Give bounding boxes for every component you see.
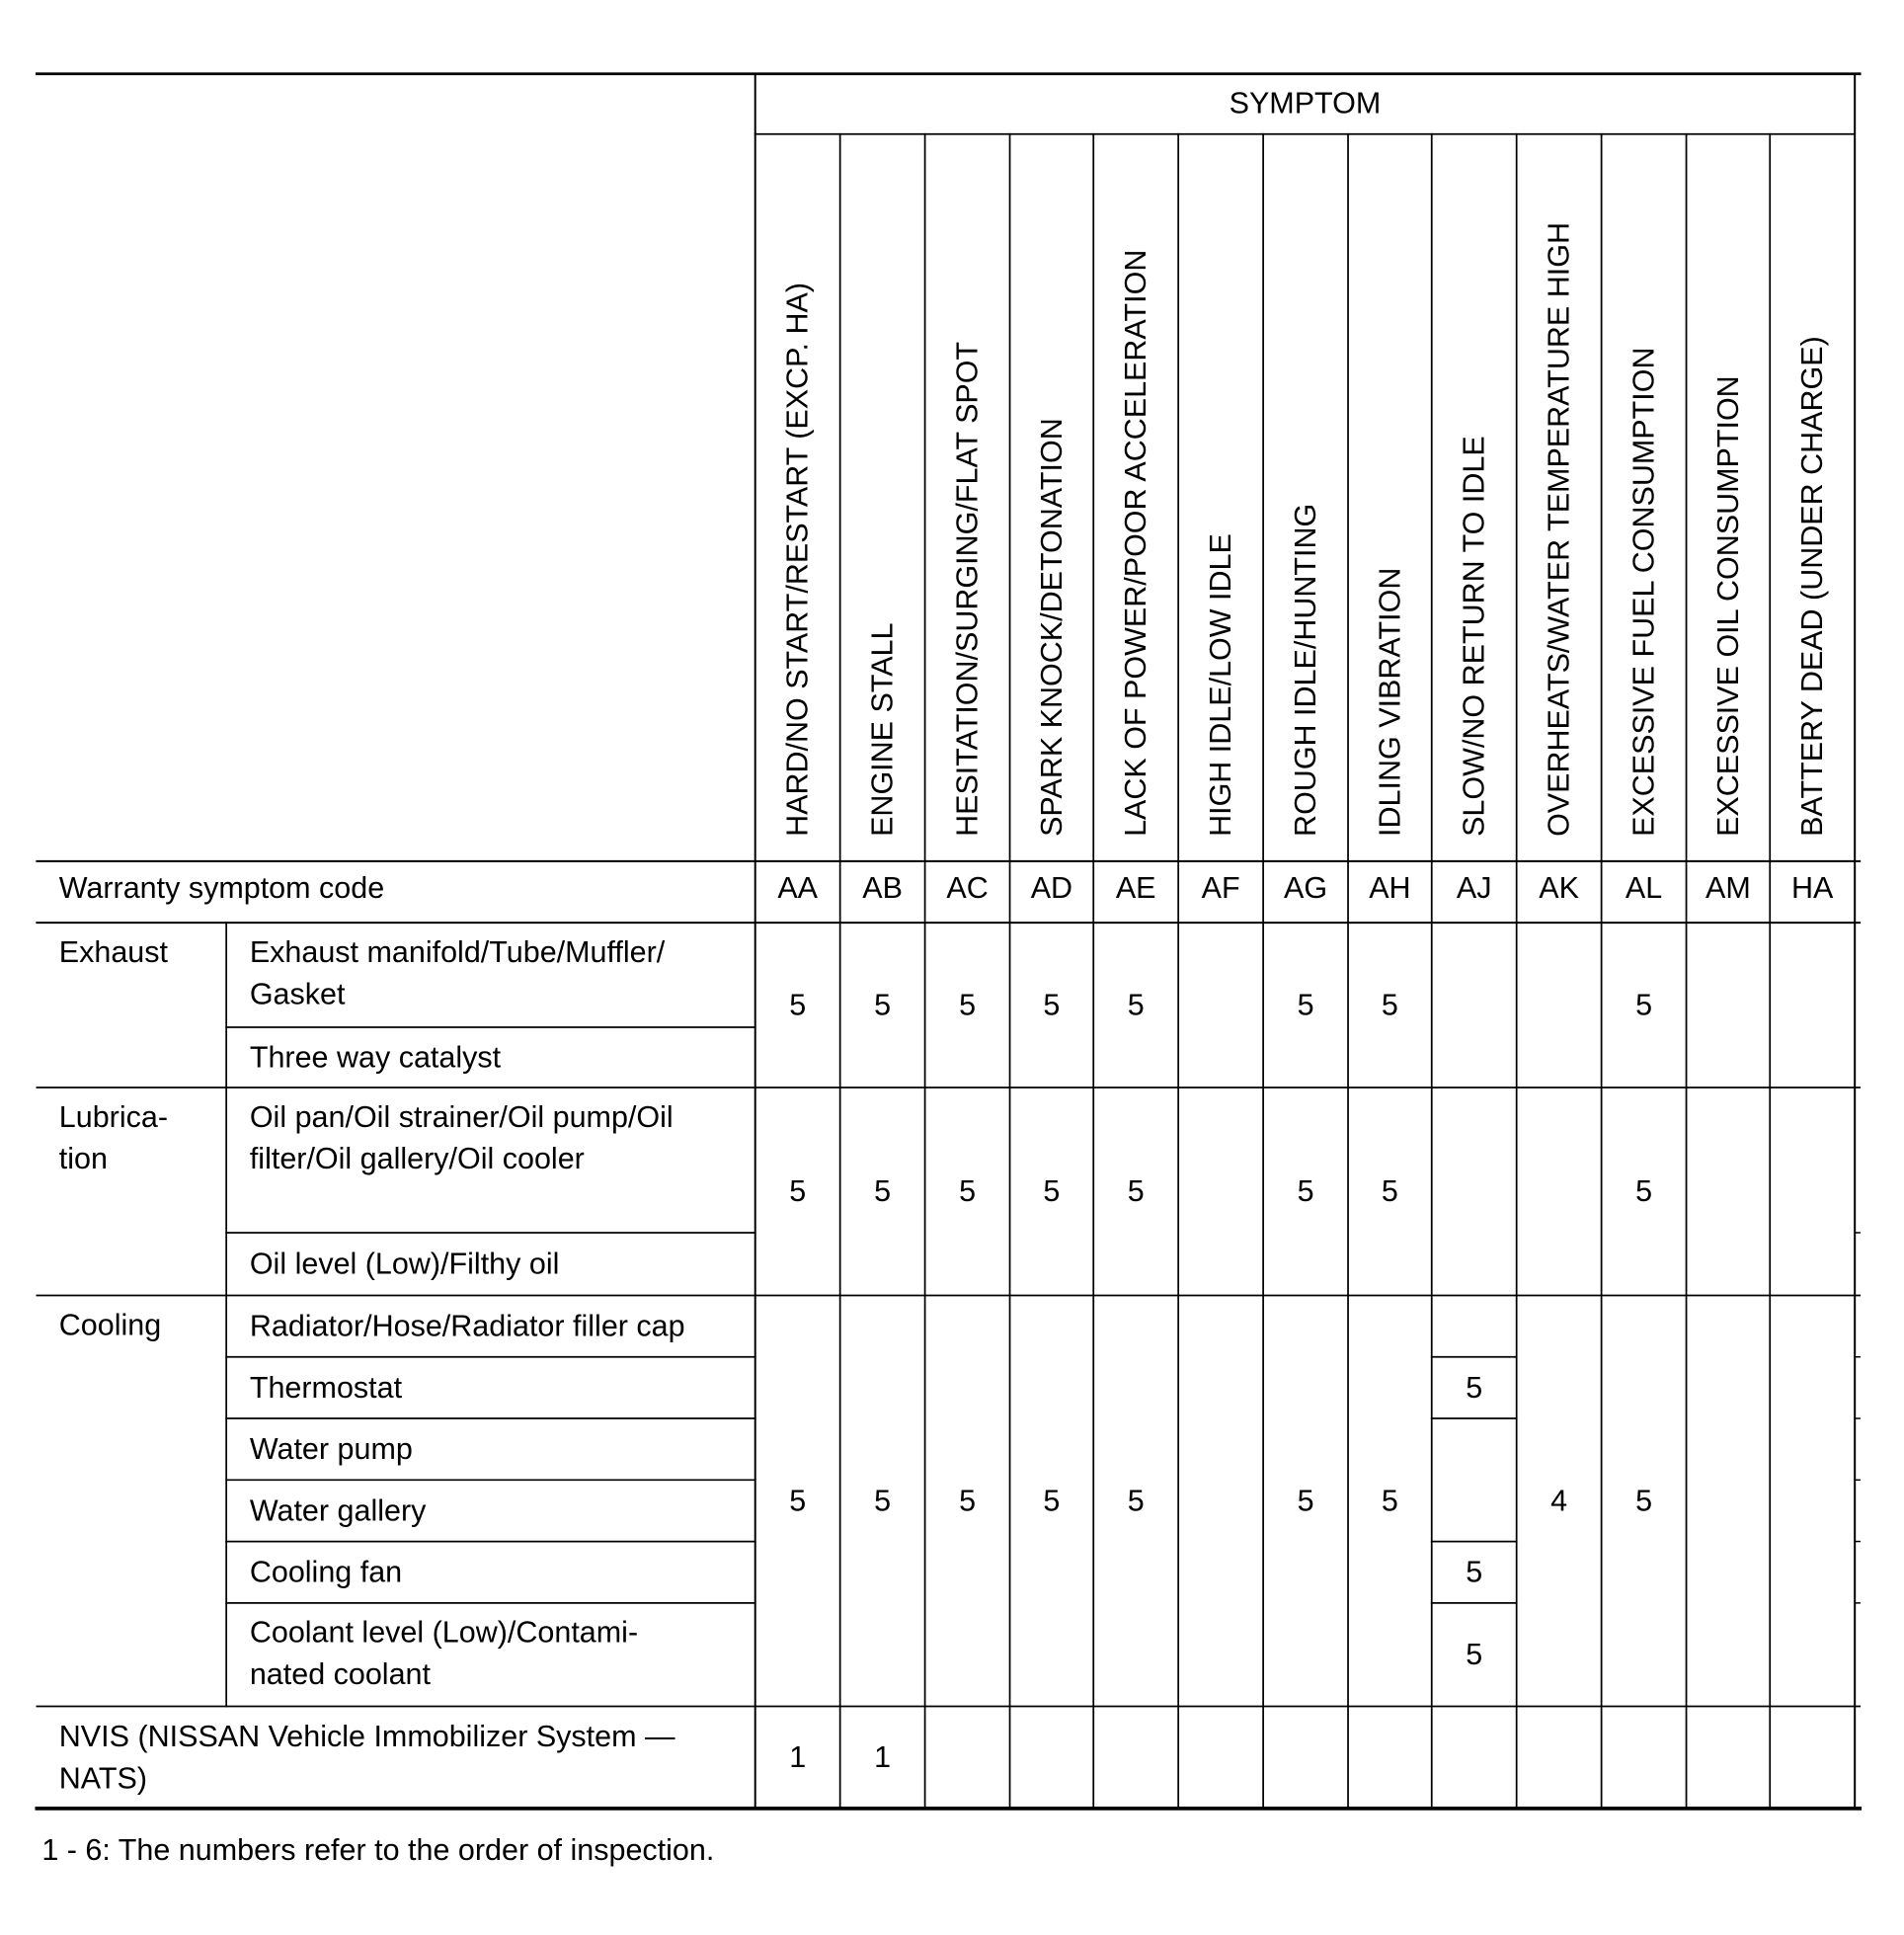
item-label: Oil level (Low)/Filthy oil	[249, 1247, 560, 1281]
item-label: Thermostat	[249, 1370, 403, 1405]
warranty-code-ac: AC	[946, 871, 989, 906]
warranty-code-aj: AJ	[1456, 871, 1492, 906]
warranty-code-ak: AK	[1539, 871, 1579, 906]
inspection-order-value: 5	[789, 1484, 807, 1518]
item-label: Three way catalyst	[249, 1040, 502, 1075]
symptom-heading: SYMPTOM	[1229, 86, 1382, 121]
warranty-symptom-code-label: Warranty symptom code	[58, 871, 385, 906]
footnote: 1 - 6: The numbers refer to the order of inspection.	[41, 1833, 715, 1868]
inspection-order-value: 5	[959, 1174, 977, 1209]
inspection-order-value: 5	[874, 988, 892, 1022]
symptom-column-header: HESITATION/SURGING/FLAT SPOT	[950, 341, 985, 837]
item-label: Water gallery	[249, 1493, 427, 1528]
item-label: Water pump	[249, 1432, 413, 1467]
warranty-code-aa: AA	[777, 871, 819, 906]
inspection-order-value: 4	[1550, 1484, 1568, 1518]
warranty-code-af: AF	[1201, 871, 1240, 906]
symptom-column-header: SPARK KNOCK/DETONATION	[1034, 418, 1069, 837]
nvis-label: NATS)	[58, 1761, 148, 1796]
item-label: Radiator/Hose/Radiator filler cap	[249, 1309, 685, 1343]
inspection-order-value: 5	[1635, 1484, 1653, 1518]
item-label: Coolant level (Low)/Contami-	[249, 1615, 639, 1650]
warranty-code-ad: AD	[1030, 871, 1073, 906]
symptom-column-header: LACK OF POWER/POOR ACCELERATION	[1119, 249, 1153, 837]
symptom-column-header: EXCESSIVE FUEL CONSUMPTION	[1626, 347, 1661, 837]
inspection-order-value: 5	[1635, 988, 1653, 1022]
table-text	[41, 87, 1834, 1868]
item-label: Gasket	[249, 977, 346, 1011]
warranty-code-ab: AB	[862, 871, 903, 906]
inspection-order-value: 5	[1127, 1174, 1145, 1209]
inspection-order-value: 5	[1127, 988, 1145, 1022]
symptom-column-header: ROUGH IDLE/HUNTING	[1289, 503, 1323, 837]
inspection-order-value: 5	[1297, 988, 1314, 1022]
inspection-order-value: 5	[874, 1484, 892, 1518]
symptom-column-header: EXCESSIVE OIL CONSUMPTION	[1710, 375, 1745, 837]
inspection-order-value: 5	[789, 988, 807, 1022]
nvis-label: NVIS (NISSAN Vehicle Immobilizer System —	[58, 1719, 675, 1753]
symptom-column-header: OVERHEATS/WATER TEMPERATURE HIGH	[1542, 222, 1576, 837]
inspection-order-value: 5	[1381, 1174, 1398, 1209]
symptom-column-header: SLOW/NO RETURN TO IDLE	[1457, 436, 1491, 837]
inspection-order-value: 5	[789, 1174, 807, 1209]
group-name: Cooling	[58, 1308, 162, 1342]
group-name: Exhaust	[58, 935, 169, 969]
inspection-order-value: 1	[789, 1740, 807, 1775]
inspection-order-value: 5	[959, 1484, 977, 1518]
inspection-order-value: 5	[1297, 1174, 1314, 1209]
item-label: Exhaust manifold/Tube/Muffler/	[249, 935, 666, 969]
group-name: tion	[58, 1142, 108, 1176]
inspection-order-value: 5	[959, 988, 977, 1022]
item-label: Cooling fan	[249, 1555, 403, 1589]
inspection-order-value: 5	[1043, 988, 1061, 1022]
inspection-order-value: 1	[874, 1740, 892, 1775]
inspection-order-value: 5	[1043, 1174, 1061, 1209]
warranty-code-ae: AE	[1115, 871, 1156, 906]
item-label: Oil pan/Oil strainer/Oil pump/Oil	[249, 1099, 674, 1134]
item-label: nated coolant	[249, 1657, 431, 1692]
warranty-code-ha: HA	[1791, 871, 1834, 906]
inspection-order-value: 5	[1381, 988, 1398, 1022]
warranty-code-ah: AH	[1369, 871, 1411, 906]
warranty-code-am: AM	[1706, 871, 1751, 906]
symptom-column-header: HARD/NO START/RESTART (EXCP. HA)	[780, 282, 815, 837]
inspection-order-value: 5	[1466, 1370, 1483, 1405]
inspection-order-value: 5	[874, 1174, 892, 1209]
inspection-order-value: 5	[1297, 1484, 1314, 1518]
inspection-order-value: 5	[1635, 1174, 1653, 1209]
warranty-code-ag: AG	[1284, 871, 1328, 906]
warranty-code-al: AL	[1625, 871, 1663, 906]
symptom-column-header: BATTERY DEAD (UNDER CHARGE)	[1795, 336, 1830, 837]
inspection-order-value: 5	[1127, 1484, 1145, 1518]
symptom-column-header: ENGINE STALL	[865, 622, 900, 837]
inspection-order-value: 5	[1381, 1484, 1398, 1518]
inspection-order-value: 5	[1466, 1555, 1483, 1589]
inspection-order-value: 5	[1466, 1638, 1483, 1672]
item-label: filter/Oil gallery/Oil cooler	[249, 1142, 585, 1176]
symptom-column-header: IDLING VIBRATION	[1373, 567, 1407, 837]
symptom-column-header: HIGH IDLE/LOW IDLE	[1204, 533, 1238, 837]
group-name: Lubrica-	[58, 1099, 168, 1134]
inspection-order-value: 5	[1043, 1484, 1061, 1518]
